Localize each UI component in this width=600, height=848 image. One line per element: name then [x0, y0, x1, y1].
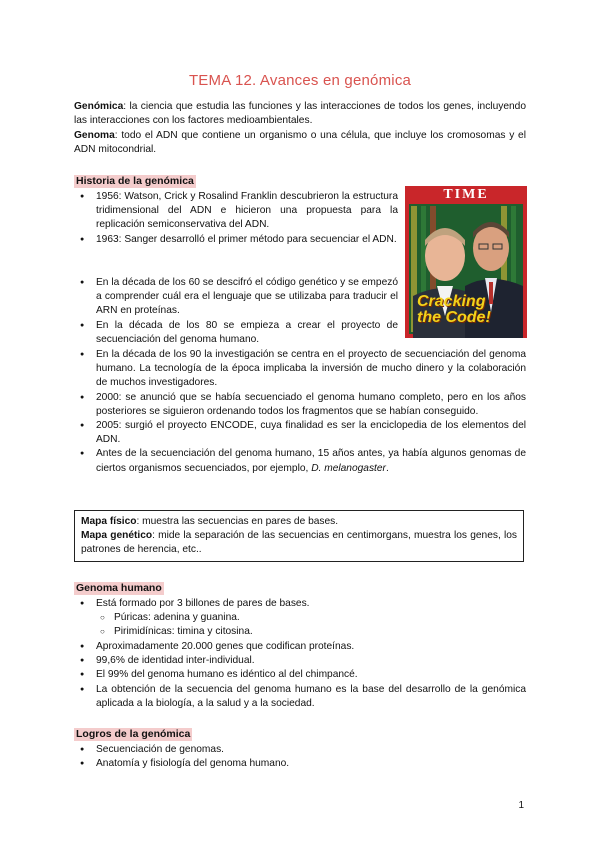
list-item: ● Está formado por 3 billones de pares de bases. — [74, 597, 526, 611]
list-item-text: Antes de la secuenciación del genoma humano, 15 años antes, ya había algunos genomas de ciertos organismos secuenciados, por ejemplo, — [96, 448, 526, 474]
list-item: ● La obtención de la secuencia del genoma humano es la base del desarrollo de la genómica aplicada a la biología, a la salud y a la sociedad. — [74, 683, 526, 711]
list-item: ● Anatomía y fisiología del genoma humano. — [74, 757, 526, 771]
section-heading-historia: Historia de la genómica — [76, 175, 194, 187]
cover-headline — [417, 294, 491, 326]
historia-list-top — [74, 190, 398, 247]
list-item — [74, 447, 526, 475]
definition-genoma — [74, 129, 526, 158]
list-item: ● El 99% del genoma humano es idéntico al del chimpancé. — [74, 668, 526, 682]
mapa-genetico-text: : mide la separación de las secuencias en centimorgans, muestra los genes, los patrones de herencia, etc.. — [81, 530, 517, 556]
list-item: ● 1963: Sanger desarrolló el primer método para secuenciar el ADN. — [74, 233, 398, 247]
mapas-box — [74, 510, 524, 562]
cover-headline-line1: Cracking — [417, 293, 486, 310]
list-item: ● En la década de los 80 se empieza a crear el proyecto de secuenciación del genoma humano. — [74, 319, 398, 347]
logros-list — [74, 743, 526, 771]
definition-genomica — [74, 100, 526, 129]
list-item: ● Secuenciación de genomas. — [74, 743, 526, 757]
cover-masthead: TIME — [405, 186, 527, 204]
list-item: ● 1956: Watson, Crick y Rosalind Franklin descubrieron la estructura tridimensional del ADN e hicieron una propuesta para la replicación semiconservativa del ADN. — [74, 190, 398, 233]
genoma-humano-list-rest — [74, 640, 526, 711]
list-item: ● 2005: surgió el proyecto ENCODE, cuya finalidad es ser la enciclopedia de los elementos del ADN. — [74, 419, 526, 447]
term-mapa-fisico: Mapa físico — [81, 516, 137, 527]
list-item: ● 2000: se anunció que se había secuenciado el genoma humano completo, pero en los años posteriores se siguieron ordenando todos los fragmentos que se habían conseguido. — [74, 391, 526, 419]
list-item: ● En la década de los 90 la investigación se centra en el proyecto de secuenciación del genoma humano. La tecnología de la época implicaba la inversión de mucho dinero y la colaboración de muchos investigadores. — [74, 348, 526, 391]
list-item: ● Aproximadamente 20.000 genes que codifican proteínas. — [74, 640, 526, 654]
page-number: 1 — [518, 800, 524, 811]
definitions — [74, 100, 526, 158]
mapa-genetico — [81, 529, 517, 557]
genoma-humano-list — [74, 597, 526, 611]
list-item: ● 99,6% de identidad inter-individual. — [74, 654, 526, 668]
genoma-humano-sublist — [74, 611, 526, 639]
list-item-end: . — [385, 462, 389, 474]
term-mapa-genetico: Mapa genético — [81, 530, 153, 542]
definition-genoma-text: : todo el ADN que contiene un organismo o una célula, que incluye los cromosomas y el ADN mitocondrial. — [74, 129, 526, 156]
page-title: TEMA 12. Avances en genómica — [188, 72, 412, 89]
definition-genomica-text: : la ciencia que estudia las funciones y las interacciones de todos los genes, incluyendo las interacciones con los factores medioambientales. — [74, 101, 526, 127]
historia-list-mid — [74, 276, 398, 347]
historia-list-bottom — [74, 348, 526, 476]
time-magazine-cover-image — [405, 186, 527, 338]
list-item: ● En la década de los 60 se descifró el código genético y se empezó a comprender cuál era el lenguaje que se utilizaba para traducir el ARN en proteínas. — [74, 276, 398, 319]
sub-list-item: ○ Púricas: adenina y guanina. — [74, 611, 526, 625]
term-genomica: Genómica — [74, 101, 124, 112]
mapa-fisico-text: : muestra las secuencias en pares de bases. — [136, 516, 339, 527]
mapa-fisico — [81, 515, 517, 529]
cover-headline-line2: the Code! — [417, 309, 491, 326]
section-heading-logros: Logros de la genómica — [76, 728, 191, 740]
section-heading-genoma-humano: Genoma humano — [76, 582, 162, 594]
species-name: D. melanogaster — [311, 462, 386, 474]
sub-list-item: ○ Pirimidínicas: timina y citosina. — [74, 625, 526, 639]
term-genoma: Genoma — [74, 129, 115, 141]
